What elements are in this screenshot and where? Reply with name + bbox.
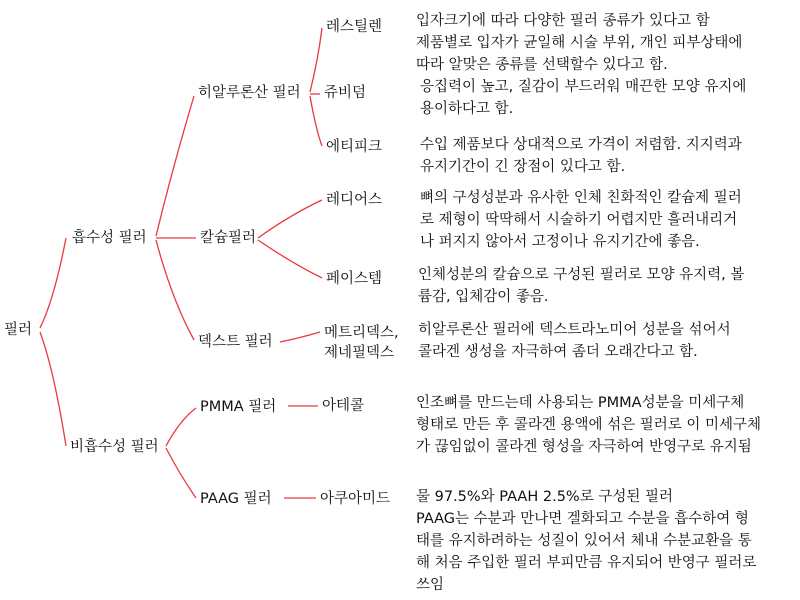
desc-line: 인조뼈를 만드는데 사용되는 PMMA성분을 미세구체 (416, 395, 745, 411)
desc-line: 태를 유지하려하는 성질이 있어서 체내 수분교환을 통 (416, 533, 752, 549)
line-calcium-radiesse (258, 200, 322, 238)
desc-line: 유지기간이 긴 장점이 있다고 함. (420, 159, 626, 175)
node-metridex-line2: 제네필덱스 (324, 345, 395, 361)
desc-artecoll (416, 392, 761, 458)
desc-line: 나 퍼지지 않아서 고정이나 유지기간에 좋음. (420, 234, 700, 250)
node-absorbable-filler: 흡수성 필러 (72, 230, 147, 246)
desc-juvederm (420, 76, 746, 120)
desc-line: 뼈의 구성성분과 유사한 인체 친화적인 칼슘제 필러 (420, 190, 742, 206)
desc-line: 해 처음 주입한 필러 부피만큼 유지되어 반영구 필러로 (416, 555, 757, 571)
desc-line: 륨감, 입체감이 좋음. (418, 289, 549, 305)
desc-line: 응집력이 높고, 질감이 부드러워 매끈한 모양 유지에 (420, 79, 747, 95)
desc-line: 쓰임 (416, 577, 445, 593)
line-absorbable-dextran (156, 240, 194, 340)
line-calcium-facetem (258, 240, 322, 278)
desc-line: 입자크기에 따라 다양한 필러 종류가 있다고 함 (416, 13, 710, 29)
desc-line: 형태로 만든 후 콜라겐 용액에 섞은 필러로 이 미세구체 (416, 417, 762, 433)
node-pmma-filler: PMMA 필러 (200, 399, 277, 415)
desc-dextran (418, 319, 731, 363)
line-absorbable-hyaluronic (156, 96, 194, 236)
line-hyaluronic-restylane (310, 28, 322, 92)
desc-line: 제품별로 입자가 균일해 시술 부위, 개인 피부상태에 (416, 35, 743, 51)
desc-line: 로 제형이 딱딱해서 시술하기 어렵지만 흘러내리거 (420, 212, 738, 228)
node-calcium-filler: 칼슘필러 (200, 230, 257, 246)
node-etifique: 에티피크 (326, 139, 383, 155)
desc-line: 용이하다고 함. (420, 101, 514, 117)
root-node-filler: 필러 (4, 322, 33, 338)
desc-line: 물 97.5%와 PAAH 2.5%로 구성된 필러 (416, 489, 673, 505)
node-dextran-filler: 덱스트 필러 (198, 334, 273, 350)
node-juvederm: 쥬비덤 (324, 85, 367, 101)
line-nonabsorbable-pmma (166, 408, 196, 446)
line-root-absorbable (40, 238, 66, 328)
node-metridex-genefildex (324, 323, 399, 363)
node-paag-filler: PAAG 필러 (200, 491, 272, 507)
desc-radiesse (420, 187, 742, 253)
node-hyaluronic-filler: 히알루론산 필러 (198, 85, 301, 101)
node-facetem: 페이스템 (326, 271, 383, 287)
desc-line: 콜라겐 생성을 자극하여 좀더 오래간다고 함. (418, 344, 698, 360)
node-non-absorbable-filler: 비흡수성 필러 (70, 439, 159, 455)
line-hyaluronic-etifique (310, 96, 322, 146)
desc-line: 히알루론산 필러에 덱스트라노미어 성분을 섞어서 (418, 322, 731, 338)
node-radiesse: 레디어스 (326, 192, 383, 208)
desc-etifique (420, 134, 742, 178)
desc-facetem (418, 264, 744, 308)
node-metridex-line1: 메트리덱스, (324, 325, 399, 341)
desc-line: 가 끊임없이 콜라겐 형성을 자극하여 반영구로 유지됨 (416, 439, 752, 455)
desc-line: 따라 알맞은 종류를 선택할수 있다고 함. (416, 57, 668, 73)
line-dextran-metridex (280, 332, 320, 342)
node-restylane: 레스틸렌 (326, 19, 383, 35)
desc-aquamid (416, 486, 756, 596)
desc-line: 수입 제품보다 상대적으로 가격이 저렴함. 지지력과 (420, 137, 742, 153)
desc-restylane (416, 10, 742, 76)
desc-line: PAAG는 수분과 만나면 겔화되고 수분을 흡수하여 형 (416, 511, 749, 527)
node-artecoll: 아테콜 (322, 398, 365, 414)
line-nonabsorbable-paag (166, 448, 196, 498)
line-root-nonabsorbable (40, 332, 66, 446)
node-aquamid: 아쿠아미드 (320, 491, 391, 507)
desc-line: 인체성분의 칼슘으로 구성된 필러로 모양 유지력, 볼 (418, 267, 745, 283)
